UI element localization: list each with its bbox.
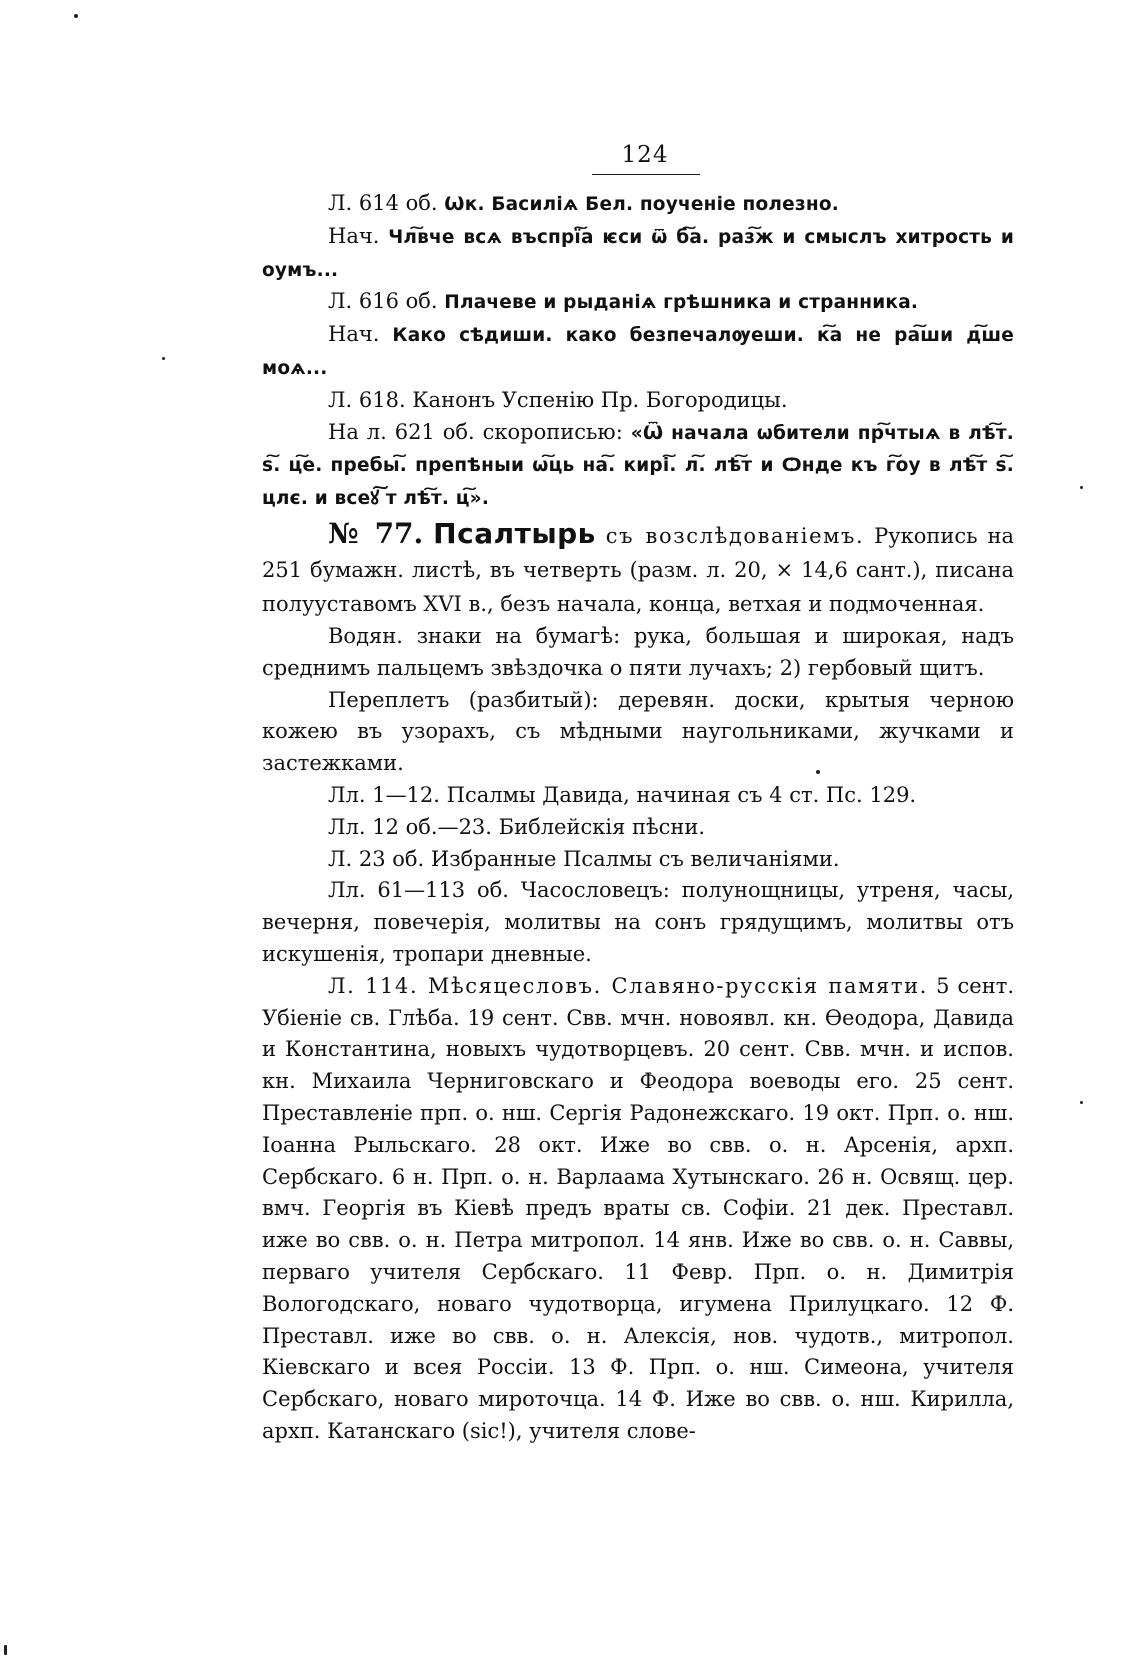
scan-speck <box>1080 486 1083 489</box>
paragraph-watermarks: Водян. знаки на бумагѣ: рука, большая и широкая, надъ среднимъ пальцемъ звѣздочка о пяти лучахъ; 2) гербовый щитъ. <box>262 623 1014 680</box>
contents-psalms: Лл. 1—12. Псалмы Давида, начиная съ 4 ст. Пс. 129. <box>328 782 917 807</box>
entry-number: № 77. <box>328 516 424 550</box>
contents-selected-psalms: Л. 23 об. Избранные Псалмы съ величаніями. <box>328 846 840 871</box>
scan-speck <box>4 1645 7 1655</box>
menologion-heading: Л. 114. Мѣсяцесловъ. Славяно-русскія памяти. <box>328 973 928 998</box>
paragraph-folio-618: Л. 618. Канонъ Успенію Пр. Богородицы. <box>328 387 788 412</box>
entry-subtitle: съ возслѣдованіемъ. <box>605 523 865 548</box>
folio-ref: На л. 621 об. скорописью: <box>328 419 623 444</box>
paragraph-incipit-2 <box>262 319 1014 385</box>
slavonic-text: Како сѣдиши. како безпечалѹеши. к͠а не ра͠ши д͠ше моѧ... <box>262 325 1014 379</box>
contents-canticles: Лл. 12 об.—23. Библейскія пѣсни. <box>328 814 706 839</box>
entry-heading <box>262 517 1014 621</box>
menologion-body: 5 сент. Убіеніе св. Глѣба. 19 сент. Свв. мчн. новоявл. кн. Ѳеодора, Давида и Константина, новыхъ чудотворцевъ. 20 сент. Свв. мчн. и испов. кн. Михаила Черниговскаго и Феодора воеводы его. 25 сент. Преставленіе прп. о. нш. Сергія Радонежскаго. 19 окт. Прп. о. нш. Іоанна Рыльскаго. 28 окт. Иже во свв. о. н. Арсенія, архп. Сербскаго. 6 н. Прп. о. н. Варлаама Хутынскаго. 26 н. Освящ. цер. вмч. Георгія въ Кіевѣ предъ враты св. Софіи. 21 дек. Преставл. иже во свв. о. н. Петра митропол. 14 янв. Иже во свв. о. н. Саввы, перваго учителя Сербскаго. 11 Февр. Прп. о. н. Димитрія Вологодскаго, новаго чудотворца, игумена Прилуцкаго. 12 Ф. Преставл. иже во свв. о. н. Алексія, нов. чудотв., митропол. Кіевскаго и всея Россіи. 13 Ф. Прп. о. нш. Симеона, учителя Сербскаго, новаго мироточца. 14 Ф. Иже во свв. о. нш. Кирилла, архп. Катанскаго (sic!), учителя слове- <box>262 973 1014 1443</box>
scan-speck <box>162 357 165 360</box>
incipit-label: Нач. <box>328 322 380 347</box>
slavonic-text: Плачеве и рыданіѧ грѣшника и странника. <box>444 292 919 314</box>
slavonic-text: Ѡк. Басиліѧ Бел. поученіе полезно. <box>444 194 839 215</box>
page-body <box>262 188 1014 1448</box>
scan-speck <box>74 14 78 18</box>
entry-title: Псалтырь <box>433 516 596 550</box>
folio-ref: Л. 614 об. <box>328 191 438 215</box>
slavonic-inscription: «Ѿ начала ѡбители пр͠чтыѧ в лѣ͠т. ѕ͠. ц͠е. пребы͠. препѣныи ѡ͠ць на͠. кирі͠. л͠. лѣ͠т и Ѻнде къ г͠оу в лѣ͠т ѕ͠. цлє. и всеꙋ͠ т лѣ͠т. ц͠». <box>262 422 1014 510</box>
paragraph-folio-621 <box>262 417 1014 515</box>
paragraph-binding: Переплетъ (разбитый): деревян. доски, крытыя черною кожею въ узорахъ, съ мѣдными наугольниками, жучками и застежками. <box>262 687 1014 776</box>
page-number-rule <box>592 174 700 175</box>
slavonic-text: Чл͠вче всѧ въспрї͠а ѥси ѿ б͠а. раз͠ж и смыслъ хитрость и оумъ... <box>262 226 1014 281</box>
incipit-label: Нач. <box>328 223 380 248</box>
page-number: 124 <box>621 142 669 168</box>
entry-description: Рукопись на 251 бумажн. листѣ, въ четверть (разм. л. 20, × 14,6 сант.), писана полууставомъ XVI в., безъ начала, конца, ветхая и подмоченная. <box>262 523 1014 616</box>
paragraph-incipit-1 <box>262 221 1014 287</box>
paragraph-folio-616 <box>262 286 1014 319</box>
contents-menologion <box>262 971 1014 1448</box>
scan-speck <box>1080 1101 1083 1104</box>
contents-horologion: Лл. 61—113 об. Часословецъ: полунощницы, утреня, часы, вечерня, повечерія, молитвы на сонъ грядущимъ, молитвы отъ искушенія, тропари дневные. <box>262 878 1014 966</box>
paragraph-folio-614 <box>262 188 1014 221</box>
folio-ref: Л. 616 об. <box>328 289 438 314</box>
